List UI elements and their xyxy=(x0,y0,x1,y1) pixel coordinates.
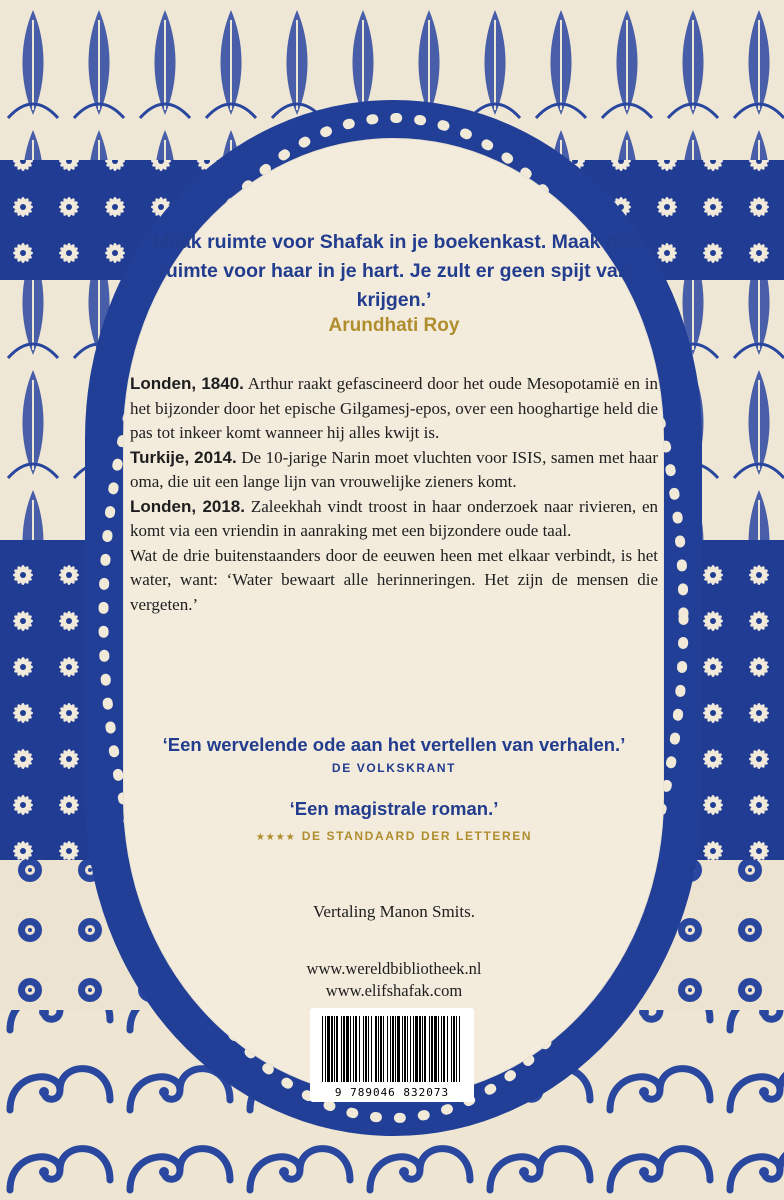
barcode-bar xyxy=(441,1016,442,1082)
synopsis-paragraph-4: Wat de drie buitenstaanders door de eeuwen heen met elkaar verbindt, is het water, want: ‘Water bewaart alle herinneringen. Het zijn de mensen die vergeten.’ xyxy=(130,545,658,614)
barcode-bar xyxy=(365,1016,367,1082)
barcode-bar xyxy=(334,1016,335,1082)
barcode-bar xyxy=(368,1016,369,1082)
barcode-bar xyxy=(355,1016,357,1082)
barcode-bar xyxy=(325,1016,326,1082)
synopsis xyxy=(130,372,658,617)
barcode-bar xyxy=(343,1016,345,1082)
barcode-bar xyxy=(424,1016,426,1082)
barcode-bar xyxy=(350,1016,351,1082)
barcode-bar xyxy=(327,1016,330,1082)
barcode-bar xyxy=(390,1016,391,1082)
translation-credit: Vertaling Manon Smits. xyxy=(313,902,475,921)
review-1-source: DE VOLKSKRANT xyxy=(331,761,457,775)
top-quote-author: Arundhati Roy xyxy=(328,315,460,336)
barcode-bar xyxy=(383,1016,384,1082)
website-author: www.elifshafak.com xyxy=(325,981,463,1000)
barcode-bar xyxy=(371,1016,372,1082)
synopsis-paragraph-3: Londen, 2018. Zaleekhah vindt troost in haar onderzoek naar rivieren, en komt via een vriendin in aanraking met een bijzondere oude taal. xyxy=(130,496,658,540)
review-2-source: DE STANDAARD DER LETTEREN xyxy=(301,829,533,843)
barcode-bar xyxy=(410,1016,411,1082)
barcode-bar xyxy=(429,1016,430,1082)
website-publisher: www.wereldbibliotheek.nl xyxy=(306,959,482,978)
barcode-bar xyxy=(378,1016,379,1082)
review-1-quote: ‘Een wervelende ode aan het vertellen van verhalen.’ xyxy=(162,734,626,755)
synopsis-paragraph-2: Turkije, 2014. De 10-jarige Narin moet vluchten voor ISIS, samen met haar oma, die uit een lange lijn van vrouwelijke zieners komt. xyxy=(130,447,659,491)
barcode-bar xyxy=(434,1016,437,1082)
barcode-bar xyxy=(431,1016,433,1082)
barcode-bar xyxy=(402,1016,403,1082)
barcode xyxy=(310,1008,474,1102)
top-quote: ‘Maak ruimte voor Shafak in je boekenkast. Maak ook ruimte voor haar in je hart. Je zult er geen spijt van krijgen.’ xyxy=(147,231,641,311)
barcode-bar xyxy=(322,1016,323,1082)
barcode-bar xyxy=(419,1016,421,1082)
review-2-quote: ‘Een magistrale roman.’ xyxy=(289,798,499,819)
barcode-bar xyxy=(422,1016,423,1082)
barcode-bar xyxy=(407,1016,408,1082)
barcode-bar xyxy=(397,1016,400,1082)
barcode-bar xyxy=(346,1016,349,1082)
barcode-bar xyxy=(447,1016,448,1082)
barcode-bar xyxy=(443,1016,445,1082)
barcode-bar xyxy=(392,1016,394,1082)
barcode-bar xyxy=(375,1016,377,1082)
rating-stars: ★★★★ xyxy=(255,832,296,843)
barcode-bar xyxy=(459,1016,460,1082)
barcode-bar xyxy=(341,1016,342,1082)
barcode-bar xyxy=(353,1016,354,1082)
barcode-bar xyxy=(438,1016,439,1082)
barcode-bar xyxy=(395,1016,396,1082)
barcode-bar xyxy=(415,1016,418,1082)
barcode-bar xyxy=(380,1016,382,1082)
synopsis-paragraph-1: Londen, 1840. Arthur raakt gefascineerd door het oude Mesopotamië en in het bijzonder door het epische Gilgamesj-epos, over een hooghartige held die pas tot inkeer komt wanneer hij alles kwijt is. xyxy=(130,374,658,442)
isbn-number: 9 789046 832073 xyxy=(334,1086,450,1099)
barcode-bar xyxy=(451,1016,452,1082)
barcode-bar xyxy=(387,1016,388,1082)
barcode-bar xyxy=(336,1016,338,1082)
barcode-bar xyxy=(404,1016,406,1082)
barcode-bar xyxy=(413,1016,414,1082)
barcode-bar xyxy=(331,1016,333,1082)
barcode-bar xyxy=(363,1016,364,1082)
barcode-bar xyxy=(456,1016,457,1082)
barcode-bar xyxy=(359,1016,360,1082)
barcode-bar xyxy=(453,1016,455,1082)
